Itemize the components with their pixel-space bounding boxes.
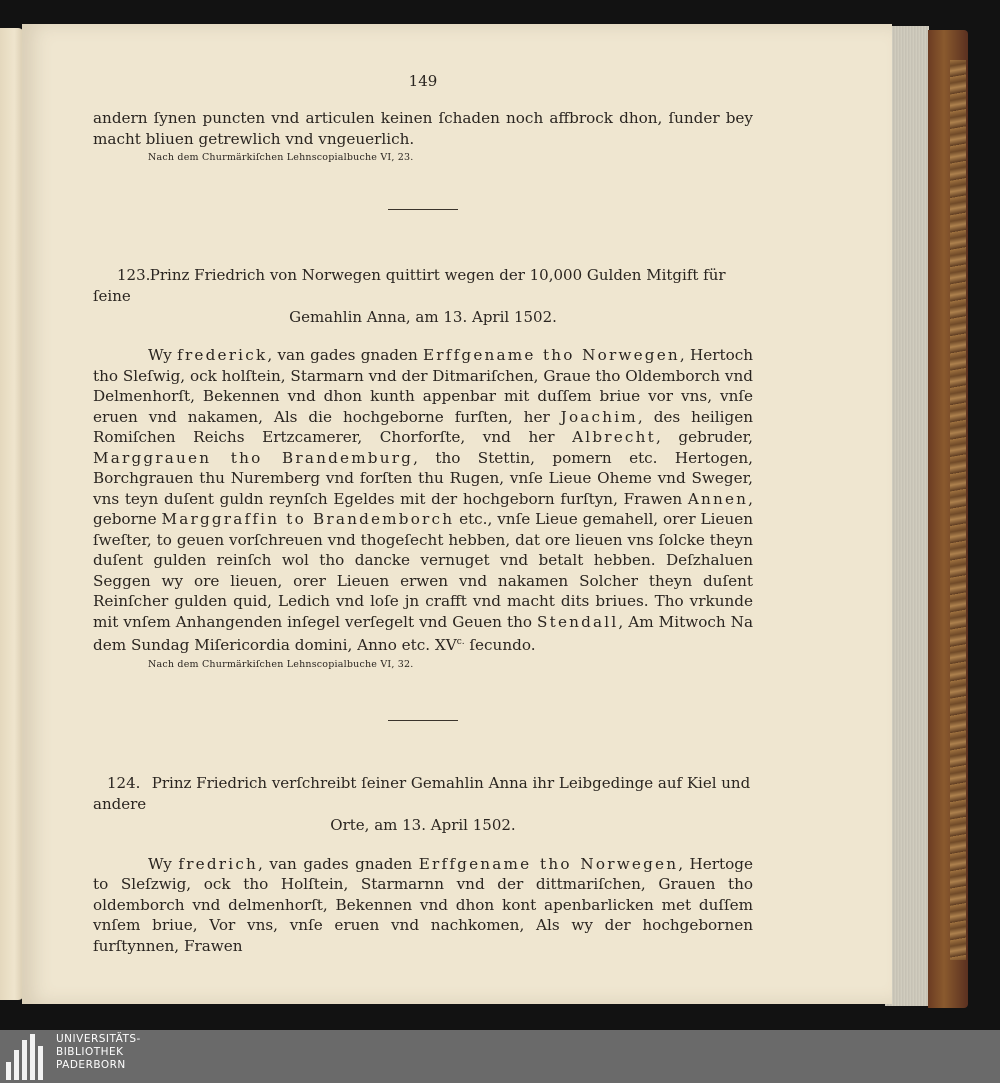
name-fredrich: fredrich — [178, 854, 259, 873]
doc-123-heading-line1: Prinz Friedrich von Norwegen quittirt wegen der 10,000 Gulden Mitgift für ſeine — [93, 266, 726, 305]
intro-paragraph: andern ſynen puncten vnd articulen keinen ſchaden noch affbrock dhon, ſunder bey macht bliuen getrewlich vnd vngeuerlich. — [93, 109, 753, 148]
page-content — [93, 72, 753, 956]
library-logo-icon — [6, 1034, 50, 1080]
doc-124-text: Wy fredrich, van gades gnaden Erffgename tho Norwegen, Hertoge to Sleſzwig, ock tho Holſtein, Starmarnn vnd der dittmariſchen, Grauen tho oldemborch vnd delmenhorſt, Bekennen vnd dhon kont apenbarlicken met duſſem vnſem briue, Vor vns, vnſe eruen vnd nachkomen, Als wy der hochgebornen furſtynnen, Frawen — [93, 854, 754, 955]
cover-marbling — [950, 60, 966, 960]
divider-2 — [388, 720, 458, 721]
name-albrecht: Albrecht — [572, 428, 656, 446]
doc-123-source: Nach dem Churmärkiſchen Lehnscopialbuche VI, 32. — [148, 658, 414, 670]
doc-123-heading-line2: Gemahlin Anna, am 13. April 1502. — [289, 308, 557, 326]
name-frederick: frederick — [177, 346, 268, 364]
title-erffgename-2: Erffgename tho Norwegen — [418, 854, 679, 873]
title-marggrauen: Marggrauen tho Brandemburg — [93, 448, 414, 467]
intro-source: Nach dem Churmärkiſchen Lehnscopialbuche VI, 23. — [148, 152, 414, 163]
title-erffgename: Erffgename tho Norwegen — [423, 346, 680, 364]
doc-123-text: Wy frederick, van gades gnaden Erffgename tho Norwegen, Hertoch tho Sleſwig, ock holſtein, Starmarn vnd der Ditmariſchen, Graue tho Oldemborch vnd Delmenhorſt, Bekennen vnd dhon kunth appenbar mit duſſem briue vor vns, vnſe eruen vnd nakamen, Als die hochgeborne furſten, her Joachim, des heiligen Romiſchen Reichs Ertzcamerer, Chorforſte, vnd her Albrecht, gebruder, Marggrauen tho Brandemburg, tho Stettin, pomern etc. Hertogen, Borchgrauen thu Nuremberg vnd forſten thu Rugen, vnſe Lieue Oheme vnd Sweger, vns teyn duſent guldn reynſch Egeldes mit der hochgeborn furſtyn, Frawen Annen, geborne Marggraffin to Brandemborch etc., vnſe Lieue gemahell, orer Lieuen ſweſter, to geuen vorſchreuen vnd thogeſecht hebben, dat ore lieuen vns ſolcke theyn duſent gulden reinſch wol tho dancke vernuget vnd betalt hebben. Deſzhaluen Seggen wy ore lieuen, orer Lieuen erwen vnd nakamen Solcher theyn duſent Reinſcher gulden quid, Ledich vnd loſe jn crafft vnd macht dits briues. Tho vrkunde mit vnſem Anhangenden inſegel verſegelt vnd Geuen tho Stendall, Am Mitwoch Na dem Sundag Miſericordia domini, Anno etc. $XV^{c.}$ ſecundo. — [93, 346, 754, 655]
title-marggraffin: Marggraffin to Brandemborch — [161, 510, 455, 528]
doc-123-number: 123. — [117, 266, 151, 284]
place-stendall: Stendall — [537, 612, 619, 631]
doc-123-heading — [93, 265, 753, 328]
doc-124-heading-line1: Prinz Friedrich verſchreibt ſeiner Gemahlin Anna ihr Leibgedinge auf Kiel und andere — [93, 773, 751, 813]
library-footer — [0, 1030, 1000, 1083]
library-logo-text: UNIVERSITÄTS- BIBLIOTHEK PADERBORN — [56, 1033, 141, 1071]
page-number: 149 — [408, 72, 438, 90]
divider-1 — [388, 209, 458, 210]
name-joachim: Joachim — [560, 407, 638, 426]
doc-124-heading-line2: Orte, am 13. April 1502. — [330, 815, 516, 834]
doc-124-number: 124. — [107, 773, 141, 792]
name-annen: Annen — [687, 489, 749, 508]
doc-124-heading — [93, 773, 753, 836]
left-page-edge — [0, 28, 24, 1000]
superscript-c: c. — [456, 637, 465, 647]
